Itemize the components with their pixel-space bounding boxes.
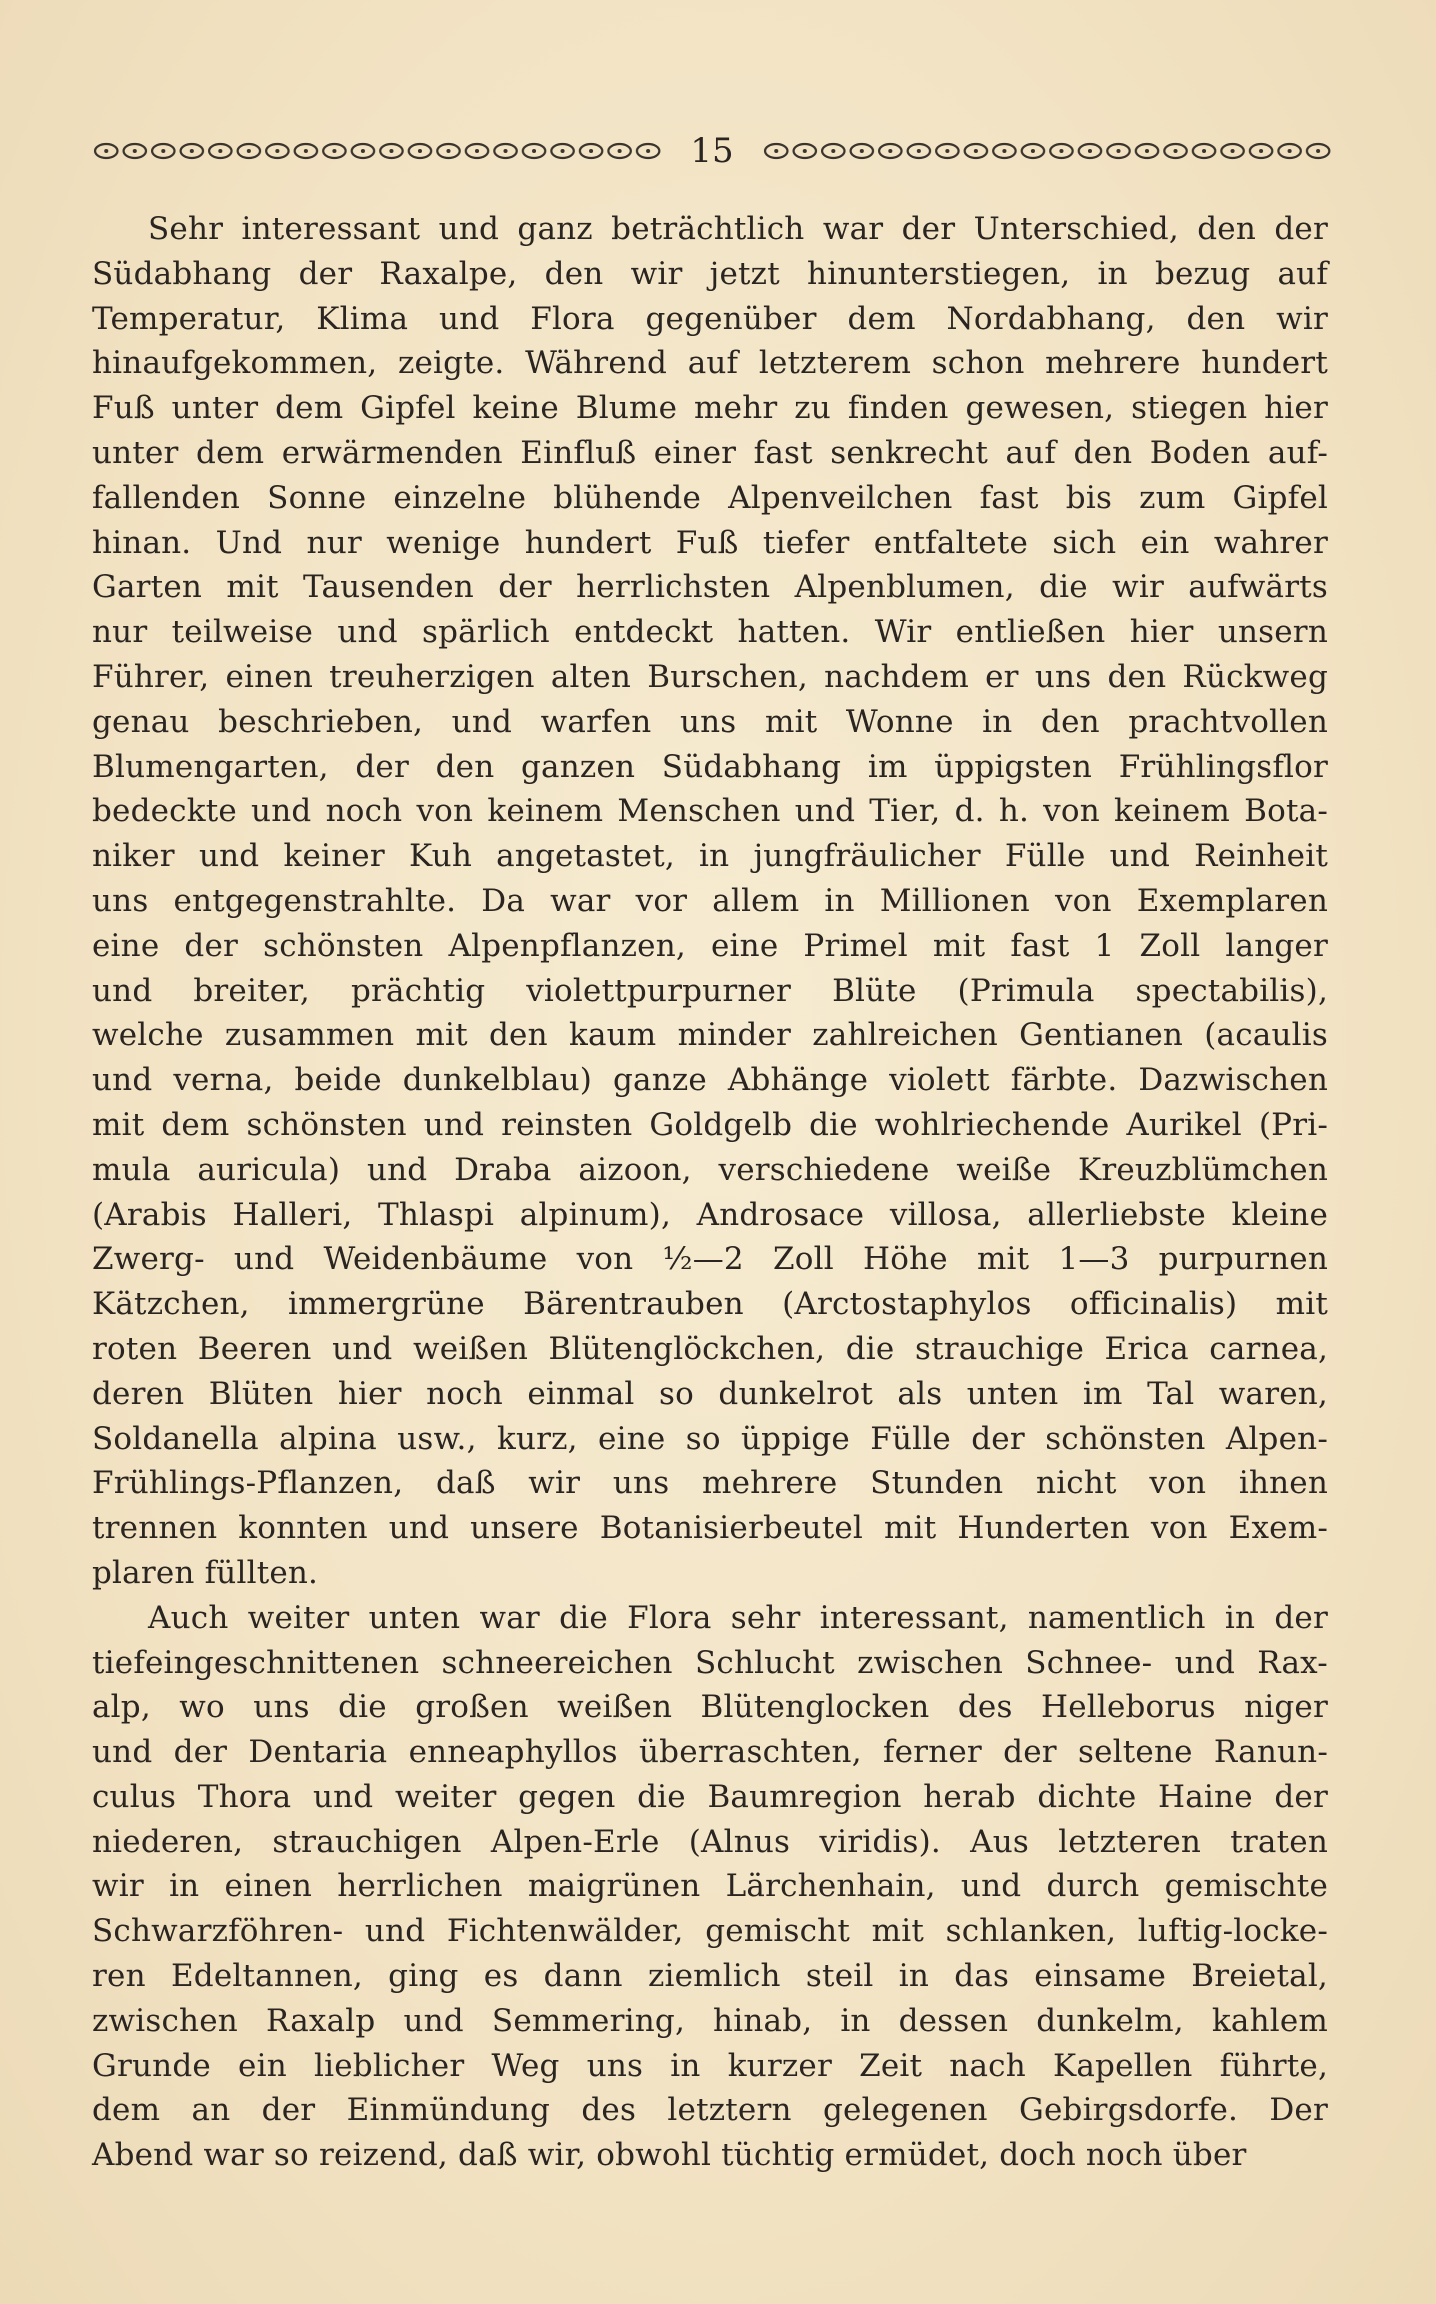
page-number: 15 — [690, 131, 734, 171]
text-line: culus Thora und weiter gegen die Baumregion herab dichte Haine der — [92, 1778, 1328, 1815]
text-line: genau beschrieben, und warfen uns mit Wonne in den prachtvollen — [92, 703, 1328, 740]
text-line: Abend war so reizend, daß wir, obwohl tüchtig ermüdet, doch noch über — [92, 2137, 1247, 2174]
text-line: dem an der Einmündung des letztern gelegenen Gebirgsdorfe. Der — [92, 2092, 1328, 2129]
text-line: Grunde ein lieblicher Weg uns in kurzer Zeit nach Kapellen führte, — [92, 2047, 1328, 2084]
text-line: Frühlings-Pflanzen, daß wir uns mehrere Stunden nicht von ihnen — [92, 1465, 1328, 1502]
text-line: Temperatur, Klima und Flora gegenüber dem Nordabhang, den wir — [92, 300, 1328, 337]
text-line: (Arabis Halleri, Thlaspi alpinum), Androsace villosa, allerliebste kleine — [92, 1196, 1328, 1233]
text-line: zwischen Raxalp und Semmering, hinab, in dessen dunkelm, kahlem — [92, 2002, 1328, 2039]
text-line: tiefeingeschnittenen schneereichen Schlucht zwischen Schnee- und Rax- — [92, 1644, 1328, 1681]
text-line: welche zusammen mit den kaum minder zahlreichen Gentianen (acaulis — [92, 1017, 1328, 1054]
text-line: niker und keiner Kuh angetastet, in jungfräulicher Fülle und Reinheit — [92, 838, 1328, 875]
text-line: alp, wo uns die großen weißen Blütenglocken des Helleborus niger — [92, 1689, 1328, 1726]
text-line: Führer, einen treuherzigen alten Burschen, nachdem er uns den Rückweg — [92, 658, 1328, 695]
text-line: deren Blüten hier noch einmal so dunkelrot als unten im Tal waren, — [92, 1375, 1328, 1412]
text-line: roten Beeren und weißen Blütenglöckchen, die strauchige Erica carnea, — [92, 1330, 1328, 1367]
text-line: Zwerg- und Weidenbäume von ½—2 Zoll Höhe mit 1—3 purpurnen — [92, 1241, 1328, 1278]
text-line: niederen, strauchigen Alpen-Erle (Alnus viridis). Aus letzteren traten — [92, 1823, 1328, 1860]
text-line: hinaufgekommen, zeigte. Während auf letzterem schon mehrere hundert — [92, 345, 1328, 382]
text-line: Blumengarten, der den ganzen Südabhang im üppigsten Frühlingsflor — [92, 748, 1328, 785]
text-line: bedeckte und noch von keinem Menschen und Tier, d. h. von keinem Bota- — [92, 793, 1328, 830]
text-line: Schwarzföhren- und Fichtenwälder, gemischt mit schlanken, luftig-locke- — [92, 1913, 1328, 1950]
text-line: plaren füllten. — [92, 1554, 319, 1591]
right-chain-ornament — [762, 140, 1332, 162]
text-line: Südabhang der Raxalpe, den wir jetzt hinunterstiegen, in bezug auf — [92, 255, 1328, 292]
text-line: Sehr interessant und ganz beträchtlich war der Unterschied, den der — [148, 211, 1328, 247]
text-line: wir in einen herrlichen maigrünen Lärchenhain, und durch gemischte — [92, 1868, 1328, 1905]
text-line: trennen konnten und unsere Botanisierbeutel mit Hunderten von Exem- — [92, 1510, 1328, 1547]
text-line: uns entgegenstrahlte. Da war vor allem in Millionen von Exemplaren — [92, 882, 1328, 919]
text-line: und verna, beide dunkelblau) ganze Abhänge violett färbte. Dazwischen — [92, 1062, 1328, 1099]
text-line: und der Dentaria enneaphyllos überraschten, ferner der seltene Ranun- — [92, 1734, 1328, 1771]
text-line: Kätzchen, immergrüne Bärentrauben (Arctostaphylos officinalis) mit — [92, 1286, 1328, 1323]
text-line: Auch weiter unten war die Flora sehr interessant, namentlich in der — [148, 1599, 1328, 1636]
body-text — [92, 207, 1328, 2178]
text-line: nur teilweise und spärlich entdeckt hatten. Wir entließen hier unsern — [92, 614, 1328, 651]
text-line: und breiter, prächtig violettpurpurner Blüte (Primula spectabilis), — [92, 972, 1328, 1009]
page-header — [92, 128, 1332, 174]
text-line: hinan. Und nur wenige hundert Fuß tiefer entfaltete sich ein wahrer — [92, 524, 1328, 561]
text-line: Garten mit Tausenden der herrlichsten Alpenblumen, die wir aufwärts — [92, 569, 1328, 606]
paragraph — [92, 1596, 1328, 2178]
text-line: ren Edeltannen, ging es dann ziemlich steil in das einsame Breietal, — [92, 1958, 1328, 1995]
text-line: unter dem erwärmenden Einfluß einer fast senkrecht auf den Boden auf- — [92, 434, 1328, 471]
text-line: mula auricula) und Draba aizoon, verschiedene weiße Kreuzblümchen — [92, 1151, 1328, 1188]
paragraph — [92, 207, 1328, 1596]
text-line: fallenden Sonne einzelne blühende Alpenveilchen fast bis zum Gipfel — [92, 479, 1328, 516]
left-chain-ornament — [92, 140, 662, 162]
text-line: mit dem schönsten und reinsten Goldgelb die wohlriechende Aurikel (Pri- — [92, 1106, 1328, 1143]
text-line: eine der schönsten Alpenpflanzen, eine Primel mit fast 1 Zoll langer — [92, 927, 1328, 964]
text-line: Soldanella alpina usw., kurz, eine so üppige Fülle der schönsten Alpen- — [92, 1420, 1328, 1457]
text-line: Fuß unter dem Gipfel keine Blume mehr zu finden gewesen, stiegen hier — [92, 390, 1328, 427]
